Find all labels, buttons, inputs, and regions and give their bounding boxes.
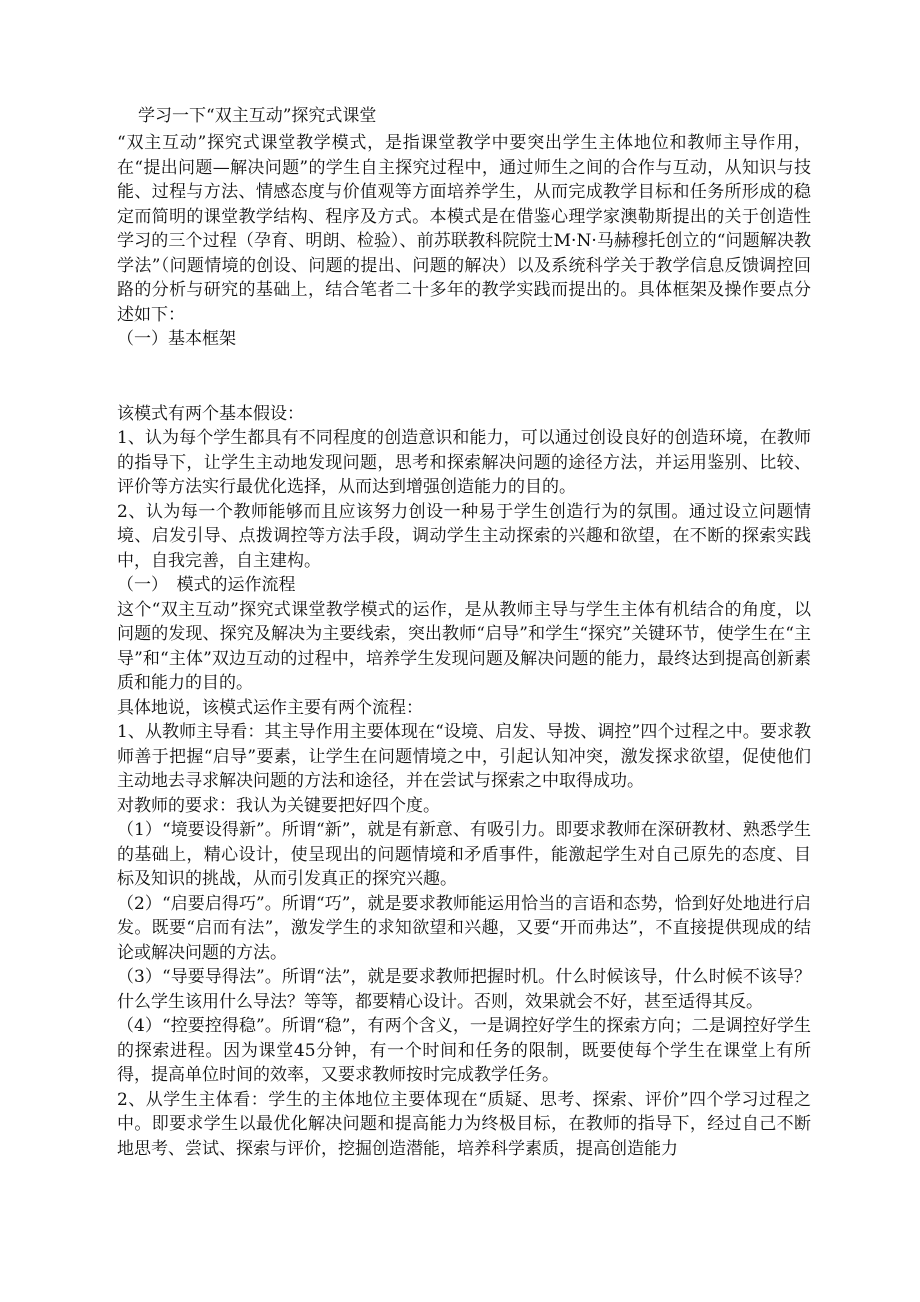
paragraph-two-processes: 具体地说，该模式运作主要有两个流程：	[117, 697, 423, 718]
paragraph-student-subject: 2、从学生主体看：学生的主体地位主要体现在“质疑、思考、探索、评价”四个学习过程之中。即要求学生以最优化解决问题和提高能力为终极目标，在教师的指导下，经过自己不断地思考、尝试、探索与评价，挖掘创造潜能，培养科学素质，提高创造能力	[117, 1089, 811, 1159]
paragraph-workflow-overview: 这个“双主互动”探究式课堂教学模式的运作，是从教师主导与学生主体有机结合的角度，以问题的发现、探究及解决为主要线索，突出教师“启导”和学生“探究”关键环节，使学生在“主导”和“主体”双边互动的过程中，培养学生发现问题及解决问题的能力，最终达到提高创新素质和能力的目的。	[117, 599, 811, 693]
paragraph-requirement-3: （3）“导要导得法”。所谓“法”，就是要求教师把握时机。什么时候该导，什么时候不该导？什么学生该用什么导法？等等，都要精心设计。否则，效果就会不好，甚至适得其反。	[117, 967, 811, 1012]
paragraph-definition: “双主互动”探究式课堂教学模式，是指课堂教学中要突出学生主体地位和教师主导作用，在“提出问题—解决问题”的学生自主探究过程中，通过师生之间的合作与互动，从知识与技能、过程与方法、情感态度与价值观等方面培养学生，从而完成教学目标和任务所形成的稳定而简明的课堂教学结构、程序及方式。本模式是在借鉴心理学家澳勒斯提出的关于创造性学习的三个过程（孕育、明朗、检验）、前苏联教科院院士M·N·马赫穆托创立的“问题解决教学法”（问题情境的创设、问题的提出、问题的解决）以及系统科学关于教学信息反馈调控回路的分析与研究的基础上，结合笔者二十多年的教学实践而提出的。具体框架及操作要点分述如下：	[117, 133, 811, 325]
document-body	[117, 131, 811, 1161]
paragraph-teacher-requirements: 对教师的要求：我认为关键要把好四个度。	[117, 795, 440, 816]
paragraph-assumptions-intro: 该模式有两个基本假设：	[117, 403, 304, 424]
paragraph-assumption-1: 1、认为每个学生都具有不同程度的创造意识和能力，可以通过创设良好的创造环境，在教师的指导下，让学生主动地发现问题，思考和探索解决问题的途径方法，并运用鉴别、比较、评价等方法实行最优化选择，从而达到增强创造能力的目的。	[117, 428, 811, 497]
paragraph-teacher-lead: 1、从教师主导看：其主导作用主要体现在“设境、启发、导拨、调控”四个过程之中。要求教师善于把握“启导”要素，让学生在问题情境之中，引起认知冲突，激发探求欲望，促使他们主动地去寻求解决问题的方法和途径，并在尝试与探索之中取得成功。	[117, 722, 811, 791]
paragraph-assumption-2: 2、认为每一个教师能够而且应该努力创设一种易于学生创造行为的氛围。通过设立问题情境、启发引导、点拨调控等方法手段，调动学生主动探索的兴趣和欲望，在不断的探索实践中，自我完善，自主建构。	[117, 501, 811, 571]
section-heading-workflow: （一） 模式的运作流程	[117, 575, 296, 595]
document-title: 学习一下“双主互动”探究式课堂	[138, 106, 377, 126]
paragraph-requirement-4: （4）“控要控得稳”。所谓“稳”，有两个含义，一是调控好学生的探索方向；二是调控好学生的探索进程。因为课堂45分钟，有一个时间和任务的限制，既要使每个学生在课堂上有所得，提高单位时间的效率，又要求教师按时完成教学任务。	[117, 1016, 811, 1085]
section-heading-basic-framework: （一）基本框架	[117, 329, 236, 349]
paragraph-requirement-1: （1）“境要设得新”。所谓“新”，就是有新意、有吸引力。即要求教师在深研教材、熟悉学生的基础上，精心设计，使呈现出的问题情境和矛盾事件，能激起学生对自己原先的态度、目标及知识的挑战，从而引发真正的探究兴趣。	[117, 820, 811, 889]
paragraph-requirement-2: （2）“启要启得巧”。所谓“巧”，就是要求教师能运用恰当的言语和态势，恰到好处地进行启发。既要“启而有法”，激发学生的求知欲望和兴趣，又要“开而弗达”，不直接提供现成的结论或解决问题的方法。	[117, 893, 811, 963]
blank-space	[117, 352, 811, 402]
